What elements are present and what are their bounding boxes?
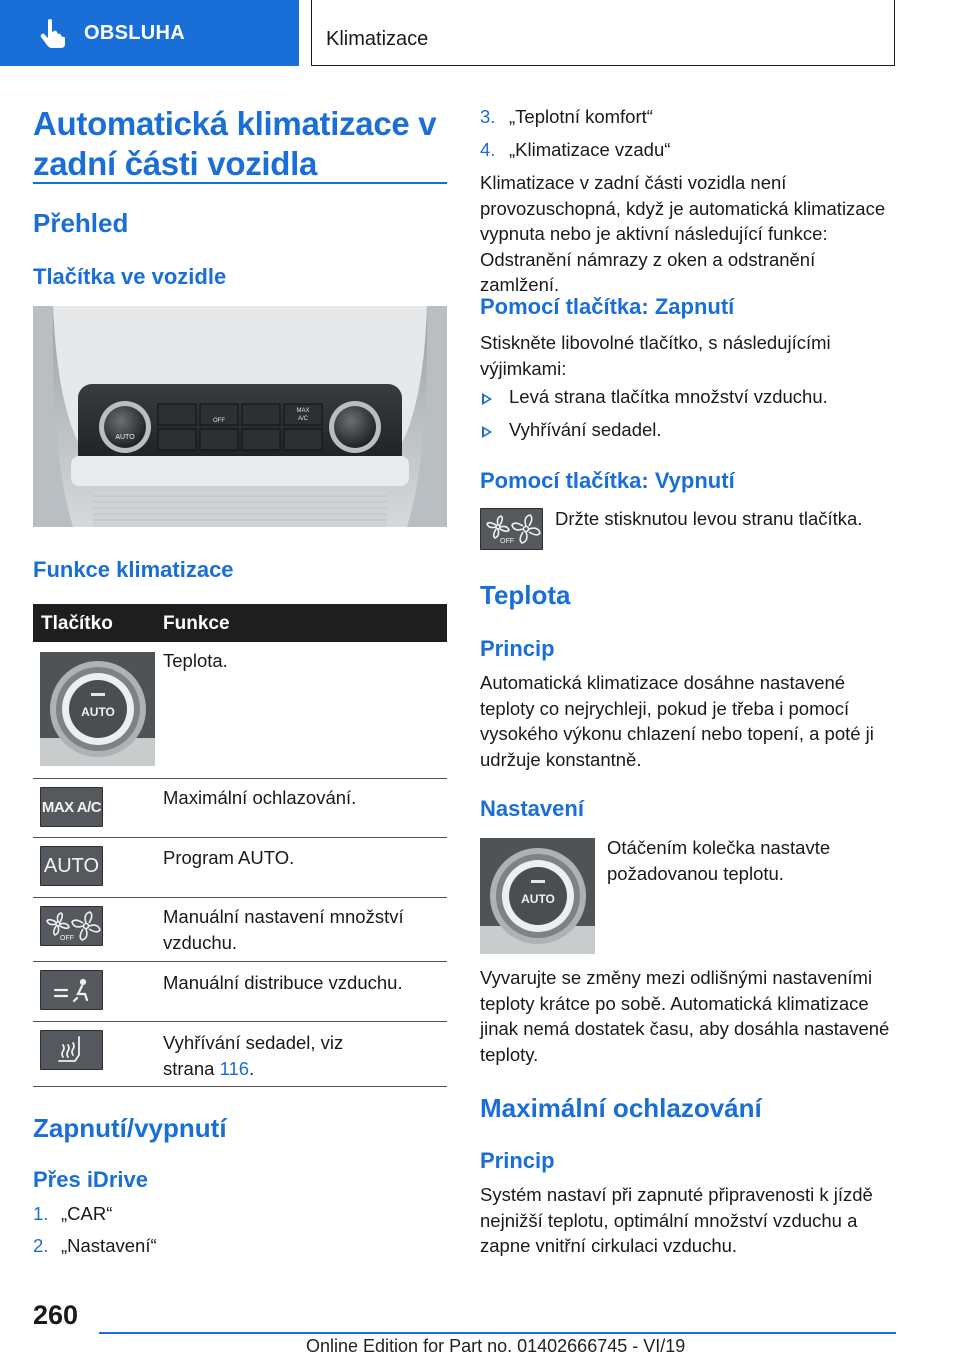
row-max-ac-text: Maximální ochlazování. xyxy=(163,787,357,808)
fan-off-button-icon xyxy=(40,906,103,946)
panel-off-label: OFF xyxy=(213,418,225,424)
svg-text:OFF: OFF xyxy=(500,538,514,545)
step-number: 1. xyxy=(33,1203,49,1224)
temperature-knob-icon xyxy=(40,652,155,766)
step-number: 3. xyxy=(480,106,496,127)
row-divider xyxy=(33,961,447,962)
functions-heading: Funkce klimatizace xyxy=(33,557,234,582)
button-on-heading: Pomocí tlačítka: Zapnutí xyxy=(480,294,735,319)
button-on-paragraph: Stiskněte libovolné tlačítko, s následujícími výjimkami: xyxy=(480,332,831,379)
panel-ac-label: A/C xyxy=(297,416,309,422)
table-header xyxy=(33,604,447,642)
page-link-116[interactable]: 116 xyxy=(219,1057,250,1079)
rear-climate-panel-photo xyxy=(33,306,447,527)
button-off-text: Držte stisknutou levou stranu tlačítka. xyxy=(555,508,863,529)
row-temperature-text: Teplota. xyxy=(163,650,228,671)
row-distribution-text: Manuální distribuce vzduchu. xyxy=(163,972,403,993)
max-cooling-heading: Maximální ochlazování xyxy=(480,1093,762,1123)
temperature-knob-icon xyxy=(480,838,595,954)
exception-item: Vyhřívání sedadel. xyxy=(509,419,662,440)
max-cooling-paragraph: Systém nastaví při zapnuté připravenosti k jízdě nejnižší teplotu, optimální množství vzduchu a zapne vnitřní cirkulaci vzduchu. xyxy=(480,1184,873,1256)
title-rule xyxy=(33,182,447,184)
step-text: „Nastavení“ xyxy=(61,1235,157,1256)
unavailable-paragraph: Klimatizace v zadní části vozidla není provozuschopná, když je automatická klimatizace vypnuta nebo je aktivní následující funkce: Odstranění námrazy z oken a odstranění zamlžení. xyxy=(480,172,886,295)
bullet-triangle-icon xyxy=(482,393,492,405)
page-number: 260 xyxy=(33,1300,79,1330)
section-label: OBSLUHA xyxy=(84,21,185,44)
step-number: 2. xyxy=(33,1235,49,1256)
fan-off-button-icon xyxy=(480,508,543,550)
max-ac-button-icon: MAX A/C xyxy=(40,787,103,827)
svg-text:OFF: OFF xyxy=(60,935,74,942)
footer-rule xyxy=(99,1332,896,1334)
panel-auto-label: AUTO xyxy=(115,434,135,441)
idrive-heading: Přes iDrive xyxy=(33,1167,148,1192)
row-divider xyxy=(33,1021,447,1022)
edition-note: Online Edition for Part no. 01402666745 - VI/19 xyxy=(306,1336,686,1356)
avoid-paragraph: Vyvarujte se změny mezi odlišnými nastaveními teploty krátce po sobě. Automatická klimatizace jinak nemá dostatek času, aby dosáhla nastavené teploty. xyxy=(480,967,890,1065)
row-divider xyxy=(33,1086,447,1087)
row-auto-text: Program AUTO. xyxy=(163,847,295,868)
exception-item: Levá strana tlačítka množství vzduchu. xyxy=(509,386,828,407)
row-divider xyxy=(33,837,447,838)
step-text: „Klimatizace vzadu“ xyxy=(509,139,671,160)
temperature-heading: Teplota xyxy=(480,580,571,610)
row-divider xyxy=(33,897,447,898)
auto-button-icon: AUTO xyxy=(40,846,103,886)
temperature-principle-paragraph: Automatická klimatizace dosáhne nastavené teploty co nejrychleji, pokud je třeba i pomocí vysokého výkonu chlazení nebo topení, a poté ji udržuje konstantně. xyxy=(480,672,874,770)
step-text: „Teplotní komfort“ xyxy=(509,106,653,127)
svg-text:AUTO: AUTO xyxy=(521,892,555,906)
svg-text:AUTO: AUTO xyxy=(81,705,115,719)
page-title: Automatická klimatizace v zadní části vozidla xyxy=(33,105,437,182)
overview-heading: Přehled xyxy=(33,208,129,238)
step-number: 4. xyxy=(480,139,496,160)
onoff-heading: Zapnutí/vypnutí xyxy=(33,1113,227,1143)
col-header-function: Funkce xyxy=(163,613,230,634)
principle-heading: Princip xyxy=(480,1148,555,1173)
setting-paragraph: Otáčením kolečka nastavte požadovanou teplotu. xyxy=(607,837,831,884)
setting-heading: Nastavení xyxy=(480,796,584,821)
row-seat-heating-text: Vyhřívání sedadel, viz strana 116. xyxy=(163,1032,344,1079)
buttons-heading: Tlačítka ve vozidle xyxy=(33,264,227,289)
hand-icon xyxy=(38,18,66,48)
air-distribution-button-icon xyxy=(40,970,103,1010)
section-tab[interactable] xyxy=(0,0,299,66)
principle-heading: Princip xyxy=(480,636,555,661)
bullet-triangle-icon xyxy=(482,426,492,438)
step-text: „CAR“ xyxy=(61,1203,113,1224)
col-header-button: Tlačítko xyxy=(41,613,113,634)
row-divider xyxy=(33,778,447,779)
row-fan-text: Manuální nastavení množství vzduchu. xyxy=(163,906,404,953)
seat-heating-button-icon xyxy=(40,1030,103,1070)
button-off-heading: Pomocí tlačítka: Vypnutí xyxy=(480,468,735,493)
panel-max-label: MAX xyxy=(296,408,310,414)
chapter-title: Klimatizace xyxy=(311,0,895,66)
